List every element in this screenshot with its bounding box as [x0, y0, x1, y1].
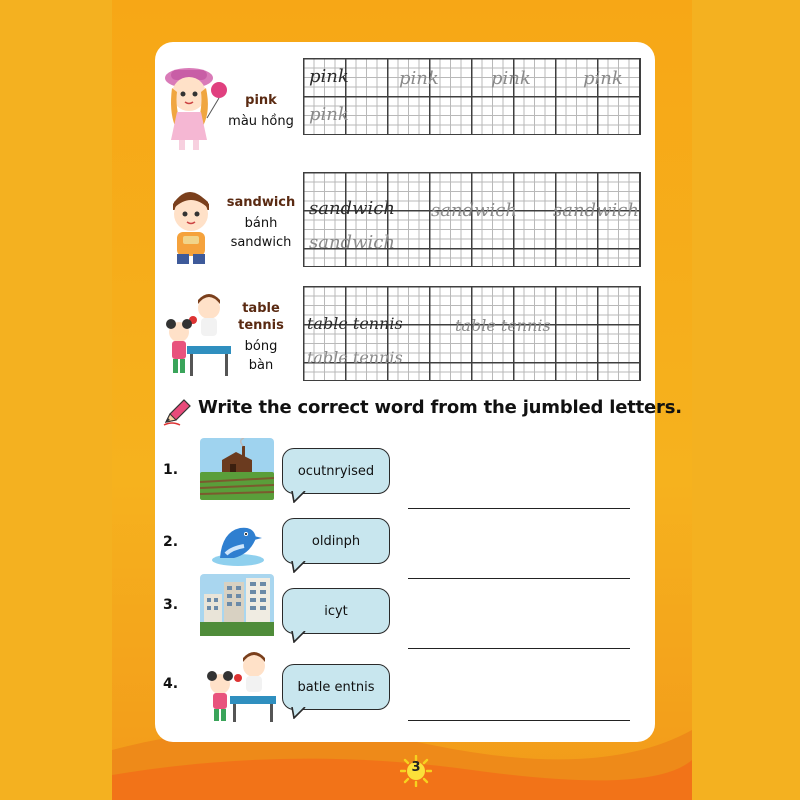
question-number: 3.	[163, 597, 179, 613]
bubble-tail	[291, 561, 307, 573]
vocab-meaning: bóng	[244, 339, 278, 354]
trace-word: sandwich	[309, 198, 395, 219]
dolphin-picture	[200, 514, 274, 572]
handwriting-grid	[303, 286, 641, 381]
exercise-title: Write the correct word from the jumbled letters.	[198, 397, 682, 418]
trace-word: pink	[399, 68, 439, 89]
handwriting-grid	[303, 172, 641, 267]
trace-word: sandwich	[553, 200, 639, 221]
question-number: 4.	[163, 676, 179, 692]
vocab-word: pink	[245, 93, 277, 108]
pencil-icon	[162, 396, 194, 426]
vocab-row-sandwich	[155, 166, 655, 276]
question-number: 1.	[163, 462, 179, 478]
answer-line-3[interactable]	[408, 648, 630, 649]
vocab-word: tennis	[238, 318, 284, 333]
jumbled-word-bubble: icyt	[282, 588, 390, 634]
trace-word: pink	[309, 104, 349, 125]
vocab-word: table	[242, 301, 280, 316]
trace-word: table tennis	[307, 348, 403, 367]
vocab-meaning: sandwich	[230, 235, 292, 250]
answer-line-2[interactable]	[408, 578, 630, 579]
trace-word: pink	[491, 68, 531, 89]
vocab-meaning: bàn	[248, 358, 274, 373]
countryside-house-picture	[200, 438, 274, 500]
trace-word: sandwich	[431, 200, 517, 221]
jumbled-word-bubble: batle entnis	[282, 664, 390, 710]
jumbled-word-bubble: ocutnryised	[282, 448, 390, 494]
answer-line-4[interactable]	[408, 720, 630, 721]
jumbled-word-bubble: oldinph	[282, 518, 390, 564]
question-number: 2.	[163, 534, 179, 550]
trace-word: pink	[309, 66, 349, 87]
page-number: 3	[411, 760, 421, 775]
bubble-tail	[291, 707, 307, 719]
bubble-tail	[291, 631, 307, 643]
table-tennis-kids-picture	[200, 650, 278, 724]
bubble-tail	[291, 491, 307, 503]
trace-word: table tennis	[455, 316, 551, 335]
vocab-row-table-tennis	[155, 282, 655, 392]
vocab-row-pink	[155, 52, 655, 162]
trace-word: pink	[583, 68, 623, 89]
trace-word: table tennis	[307, 314, 403, 333]
vocab-meaning: màu hồng	[228, 114, 294, 129]
vocab-word: sandwich	[226, 195, 296, 210]
trace-word: sandwich	[309, 232, 395, 253]
city-buildings-picture	[200, 574, 274, 636]
handwriting-grid	[303, 58, 641, 135]
vocab-meaning: bánh	[244, 216, 278, 231]
answer-line-1[interactable]	[408, 508, 630, 509]
